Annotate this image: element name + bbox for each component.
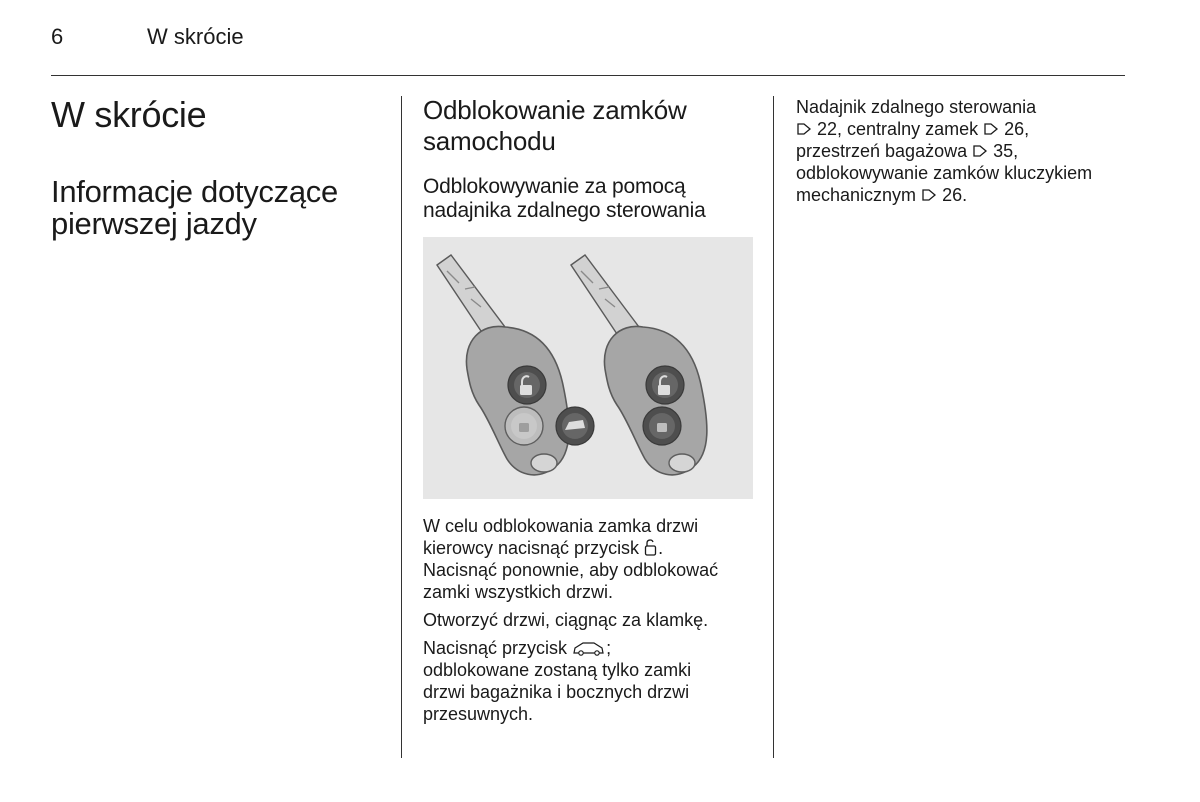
p1-line2: kierowcy nacisnąć przycisk (423, 538, 640, 558)
ref-line2: 22, centralny zamek (817, 119, 979, 139)
ref-line1: Nadajnik zdalnego sterowania (796, 97, 1037, 117)
remote-key-three-button (437, 255, 594, 475)
remote-keys-illustration (423, 237, 753, 499)
page-ref-arrow-icon (796, 121, 812, 137)
header-divider (51, 75, 1125, 76)
p1-line1: W celu odblokowania zamka drzwi (423, 516, 699, 536)
tailgate-symbol-icon (572, 640, 606, 656)
chapter-title: W skrócie (51, 94, 207, 135)
remote-keys-svg (423, 237, 753, 499)
topic-heading-line1: Odblokowanie zamków (423, 95, 687, 125)
unlock-symbol-icon (644, 538, 658, 556)
column-1 (51, 95, 381, 240)
section-title (51, 176, 381, 240)
unlock-instructions (423, 515, 763, 731)
subtopic-heading-line1: Odblokowywanie za pomocą (423, 175, 686, 198)
topic-heading (423, 95, 758, 157)
column-3-references (796, 96, 1136, 206)
p1-line4: zamki wszystkich drzwi. (423, 582, 614, 602)
ref-line5: mechanicznym (796, 185, 917, 205)
column-divider-1 (401, 96, 402, 758)
ref-line5-end: 26. (942, 185, 968, 205)
p3-line4: przesuwnych. (423, 704, 534, 724)
ref-line3: przestrzeń bagażowa (796, 141, 968, 161)
page-ref-arrow-icon (983, 121, 999, 137)
topic-heading-line2: samochodu (423, 126, 556, 156)
section-title-line2: pierwszej jazdy (51, 206, 257, 241)
p3-line1: Nacisnąć przycisk (423, 638, 568, 658)
remote-key-two-button (571, 255, 707, 475)
subtopic-heading-line2: nadajnika zdalnego sterowania (423, 199, 706, 222)
ref-line2-end: 26, (1004, 119, 1030, 139)
paragraph-unlock-driver (423, 515, 763, 603)
running-title: W skrócie (147, 24, 244, 49)
paragraph-unlock-tailgate (423, 637, 763, 725)
p2-line1: Otworzyć drzwi, ciągnąc za klamkę. (423, 610, 709, 630)
paragraph-open-door (423, 609, 763, 631)
subtopic-heading (423, 175, 758, 223)
section-title-line1: Informacje dotyczące (51, 174, 338, 209)
page-ref-arrow-icon (972, 143, 988, 159)
column-2 (423, 95, 758, 724)
p3-line3: drzwi bagażnika i bocznych drzwi (423, 682, 690, 702)
p3-line2: odblokowane zostaną tylko zamki (423, 660, 692, 680)
column-divider-2 (773, 96, 774, 758)
page-number: 6 (51, 24, 64, 49)
p3-line1-end: ; (606, 638, 612, 658)
cross-references (796, 96, 1136, 206)
p1-line2-end: . (658, 538, 664, 558)
ref-line3-end: 35, (993, 141, 1019, 161)
p1-line3: Nacisnąć ponownie, aby odblokować (423, 560, 719, 580)
ref-line4: odblokowywanie zamków kluczykiem (796, 163, 1093, 183)
page-ref-arrow-icon (921, 187, 937, 203)
